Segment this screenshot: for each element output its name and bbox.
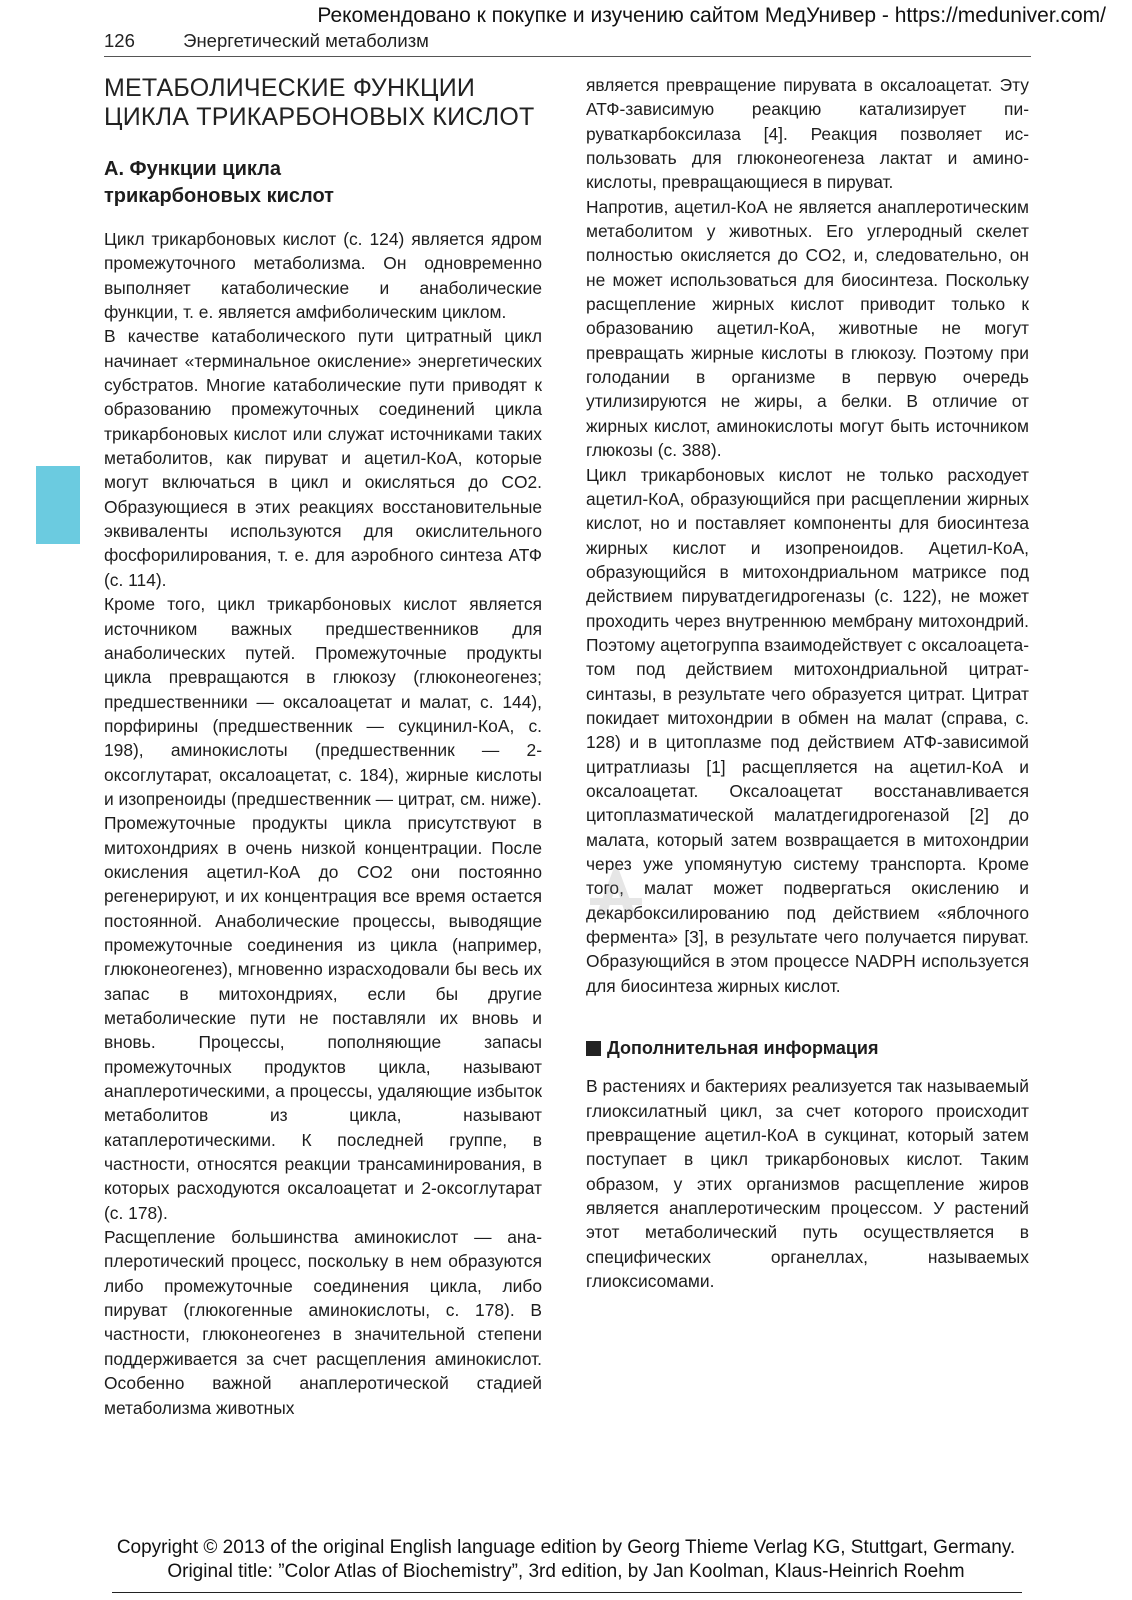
paragraph: Напротив, ацетил-КоА не является анаплеротическим метаболитом у животных. Его углеродный скелет полностью окисляется до CO2, и, следовательно, он не может использоваться для биосинтеза. Поскольку расщепление жирных кислот приводит только к образованию ацетил-КоА, животные не могут превращать жирные кислоты в глюкозу. Поэтому при голодании в организме в первую очередь утилизируются не жиры, а белки. В отличие от жирных кислот, аминокислоты могут быть источником глюкозы (с. 388). xyxy=(586,196,1029,461)
paragraph: Расщепление большинства аминокислот — анаплеротический процесс, поскольку в нем образуются либо промежуточные соединения цикла, либо пируват (глюкогенные аминокислоты, с. 178). В частности, глюконеогенез в значительной степени поддерживается за счет расщепления аминокислот. Особенно важной анаплеротической стадией метаболизма животных xyxy=(104,1227,542,1418)
paragraph: Цикл трикарбоновых кислот (с. 124) является ядром промежуточного метаболизма. Он одновременно выполняет катаболические и анаболические функции, т. е. является амфиболическим циклом. xyxy=(104,229,542,323)
publisher-watermark-icon xyxy=(586,858,646,920)
paragraph: Кроме того, цикл трикарбоновых кислот является источником важных предшественников для анаболических путей. Промежуточные продукты цикла превращаются в глюкозу (глюконеогенез; предшественники — оксалоацетат и малат, с. 144), порфирины (предшественник — сукцинил-КоА, с. 198), аминокислоты (предшественник — 2-оксоглутарат, оксалоацетат, с. 184), жирные кислоты и изопреноиды (предшественник — цитрат, см. ниже). xyxy=(104,594,542,809)
header-rule xyxy=(104,56,1031,57)
right-column xyxy=(586,73,1029,1294)
footer-rule xyxy=(112,1592,1022,1593)
running-head xyxy=(104,30,1034,52)
running-head-title: Энергетический метаболизм xyxy=(183,30,429,51)
paragraph: является превращение пирувата в оксалоацетат. Эту АТФ-зависимую реакцию катализирует пируваткарбоксилаза [4]. Реакция позволяет использовать для глюконеогенеза лактат и аминокислоты, превращающиеся в пируват. xyxy=(586,75,1029,193)
paragraph: В растениях и бактериях реализуется так называемый глиоксилатный цикл, за счет которого происходит превращение ацетил-КоА в сукцинат, который затем поступает в цикл трикарбоновых кислот. Таким образом, у этих организмов расщепление жиров является анаплеротическим процессом. У растений этот метаболический путь осуществляется в специфических органеллах, называемых глиоксисомами. xyxy=(586,1076,1029,1292)
copyright-footer xyxy=(0,1536,1132,1584)
square-bullet-icon xyxy=(586,1041,601,1056)
additional-info-label: Дополнительная информация xyxy=(607,1038,879,1059)
additional-info-heading xyxy=(586,1036,1029,1060)
copyright-line: Copyright © 2013 of the original English language edition by Georg Thieme Verlag KG, Stuttgart, Germany. xyxy=(116,1537,1016,1558)
site-banner: Рекомендовано к покупке и изучению сайтом МедУнивер - https://meduniver.com/ xyxy=(317,4,1106,27)
paragraph: В качестве катаболического пути цитратный цикл начинает «терминальное окисление» энергетических субстратов. Многие катаболические пути приводят к образованию промежуточных соединений цикла трикарбоновых кислот или служат источниками таких метаболитов, как пируват и ацетил-КоА, которые могут включаться в цикл и окисляться до CO2. Образующиеся в этих реакциях восстановительные эквиваленты используются для окислительного фосфорилирования, т. е. для аэробного синтеза АТФ (с. 114). xyxy=(104,326,542,590)
chapter-tab-marker xyxy=(36,466,80,544)
page-number: 126 xyxy=(104,30,135,51)
paragraph: Цикл трикарбоновых кислот не только расходует ацетил-КоА, образующийся при расщеплении жирных кислот, но и поставляет компоненты для биосинтеза жирных кислот и изопреноидов. Ацетил-КоА, образующийся в митохондриальном матриксе под действием пируватдегидрогеназы (с. 122), не может проходить через внутреннюю мембрану митохондрий. Поэтому ацетогруппа взаимодействует с оксалоацетатом под действием митохондриальной цитратсинтазы, в результате чего образуется цитрат. Цитрат покидает митохондрии в обмен на малат (справа, с. 128) и в цитоплазме под действием АТФ-зависимой цитратлиазы [1] расщепляется на ацетил-КоА и оксалоацетат. Оксалоацетат восстанавливается цитоплазматической малатдегидрогеназой [2] до малата, который затем возвращается в митохондрии через уже упомянутую систему транспорта. Кроме того, малат может подвергаться окислению и декарбоксилированию под действием «яблочного фермента» [3], в результате чего получается пируват. Образующийся в этом процессе NADPH используется для биосинтеза жирных кислот. xyxy=(586,464,1029,996)
original-title-line: Original title: ”Color Atlas of Biochemistry”, 3rd edition, by Jan Koolman, Klaus-Heinrich Roehm xyxy=(167,1561,965,1582)
paragraph: Промежуточные продукты цикла присутствуют в митохондриях в очень низкой концентрации. После окисления ацетил-КоА до CO2 они постоянно регенерируют, и их концентрация все время остается постоянной. Анаболические процессы, выводящие промежуточные соединения из цикла (например, глюконеогенез), мгновенно израсходовали бы весь их запас в митохондриях, если бы другие метаболические пути не поставляли их вновь и вновь. Процессы, пополняющие запасы промежуточных продуктов цикла, называют анаплеротическими, а процессы, удаляющие избыток метаболитов из цикла, называют катаплеротическими. К последней группе, в частности, относятся реакции трансаминирования, в которых расходуются оксалоацетат и 2-оксоглутарат (с. 178). xyxy=(104,813,542,1223)
left-column xyxy=(104,74,542,1420)
subsection-title: А. Функции цикла трикарбоновых кислот xyxy=(104,158,334,207)
section-title: МЕТАБОЛИЧЕСКИЕ ФУНКЦИИ ЦИКЛА ТРИКАРБОНОВЫХ КИСЛОТ xyxy=(104,74,535,131)
